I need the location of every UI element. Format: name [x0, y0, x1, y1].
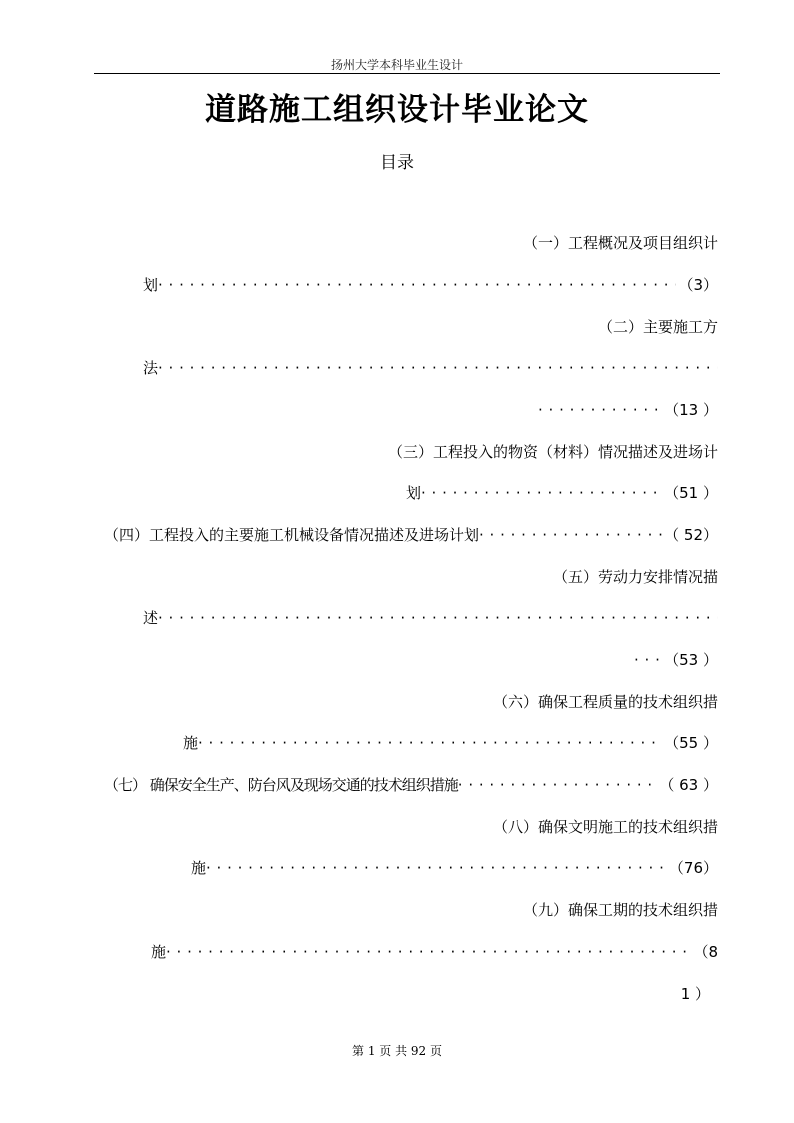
toc-entry-1-title: （一）工程概况及项目组织计 — [522, 234, 718, 252]
page-number: （13 ） — [664, 401, 718, 419]
page-number: （53 ） — [664, 651, 718, 669]
running-header: 扬州大学本科毕业生设计 — [330, 58, 463, 72]
header-rule — [94, 73, 720, 74]
toc-entry-3-title: （三）工程投入的物资（材料）情况描述及进场计 — [387, 443, 718, 461]
toc-heading: 目录 — [380, 153, 414, 173]
page-number: （3） — [678, 276, 718, 294]
toc-entry-7: （七） 确保安全生产、防台风及现场交通的技术组织措施 · · · （ 63 ） — [104, 775, 718, 795]
toc-entry-6-leader: 施 · · · （55 ） — [183, 733, 718, 753]
toc-entry-5-leader: 述 · · · — [143, 608, 718, 628]
page-number: （51 ） — [664, 484, 718, 502]
document-title: 道路施工组织设计毕业论文 — [205, 92, 589, 128]
page-footer: 第 1 页 共 92 页 — [352, 1044, 442, 1058]
toc-entry-9-page-cont: 1 ） — [680, 985, 710, 1003]
toc-entry-2-leader: 法 · · · — [143, 358, 718, 378]
toc-entry-4: （四）工程投入的主要施工机械设备情况描述及进场计划 · · · （ 52） — [104, 525, 718, 545]
page-number: （76） — [668, 859, 718, 877]
toc-entry-5-title: （五）劳动力安排情况描 — [552, 568, 718, 586]
toc-entry-8-leader: 施 · · · （76） — [191, 858, 718, 878]
toc-entry-1-leader: 划 · · · （3） — [143, 275, 718, 295]
toc-entry-2-page — [538, 400, 718, 420]
toc-entry-9-title: （九）确保工期的技术组织措 — [522, 901, 718, 919]
toc-entry-9-leader: 施 · · · （8 — [151, 942, 718, 962]
page-number: （8 — [693, 943, 718, 961]
toc-entry-8-title: （八）确保文明施工的技术组织措 — [492, 818, 718, 836]
toc-entry-5-page — [634, 650, 718, 670]
page-number: （55 ） — [664, 734, 718, 752]
toc-entry-3-leader: 划 · · · （51 ） — [406, 483, 718, 503]
page-number: （ 52） — [664, 526, 718, 544]
toc-entry-6-title: （六）确保工程质量的技术组织措 — [492, 693, 718, 711]
toc-entry-2-title: （二）主要施工方 — [597, 318, 718, 336]
page-number: （ 63 ） — [659, 776, 718, 794]
